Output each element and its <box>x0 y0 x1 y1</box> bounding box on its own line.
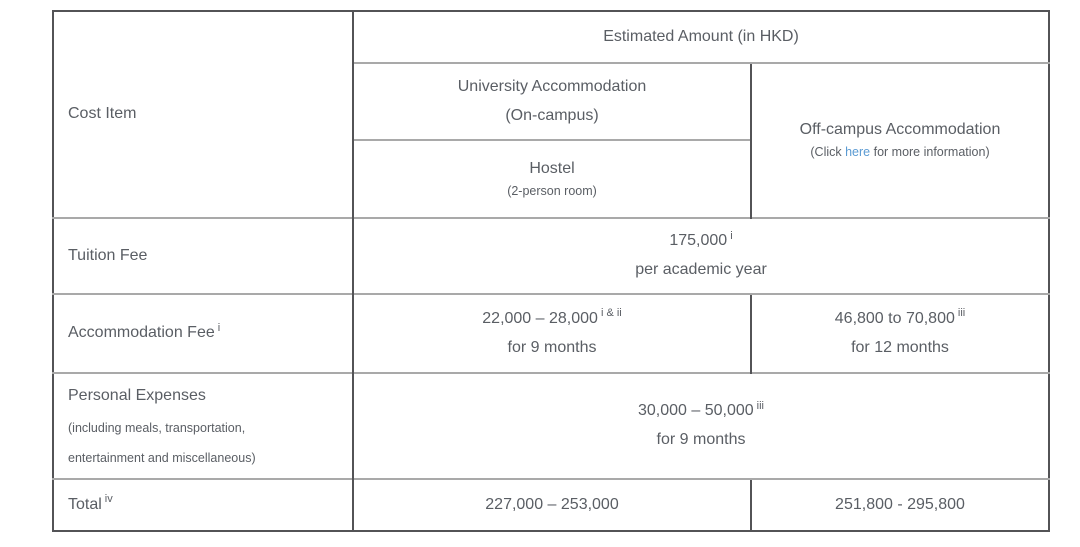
personal-amount-value: 30,000 – 50,000 <box>637 402 754 420</box>
personal-amount-sup: iii <box>756 399 764 412</box>
cell-accommodation-oncampus <box>353 294 751 373</box>
accommodation-offcampus-value: 46,800 to 70,800 <box>834 309 955 327</box>
header-offcampus-accommodation <box>751 63 1049 218</box>
university-accommodation-line2: (On-campus) <box>505 106 599 124</box>
accommodation-fee-label-sup: i <box>217 321 221 334</box>
accommodation-offcampus-period: for 12 months <box>851 338 949 356</box>
hostel-line2: (2-person room) <box>507 183 597 198</box>
cost-item-label: Cost Item <box>68 105 137 123</box>
university-accommodation-line1: University Accommodation <box>457 77 647 95</box>
offcampus-here-link[interactable]: here <box>845 145 871 160</box>
offcampus-note-post: for more information) <box>870 145 990 160</box>
tuition-amount-value: 175,000 <box>669 232 728 250</box>
cost-estimate-table <box>52 10 1050 532</box>
accommodation-offcampus-sup: iii <box>957 307 966 320</box>
cell-tuition-amount <box>353 218 1049 294</box>
total-oncampus-value: 227,000 – 253,000 <box>485 495 619 513</box>
personal-amount <box>360 397 1042 426</box>
row-label-personal-expenses <box>53 373 353 479</box>
header-hostel <box>353 140 751 218</box>
cell-total-oncampus <box>353 479 751 531</box>
accommodation-offcampus-amount <box>758 305 1042 334</box>
total-label-sup: iv <box>104 493 113 506</box>
total-label: Total <box>68 495 102 513</box>
hostel-line1: Hostel <box>529 159 575 177</box>
accommodation-oncampus-sup: i & ii <box>600 307 622 320</box>
personal-expenses-note1: (including meals, transportation, <box>68 421 246 436</box>
cell-total-offcampus <box>751 479 1049 531</box>
personal-expenses-note2: entertainment and miscellaneous) <box>68 451 256 466</box>
accommodation-oncampus-value: 22,000 – 28,000 <box>482 309 598 327</box>
offcampus-note <box>758 143 1042 162</box>
estimated-amount-label: Estimated Amount (in HKD) <box>603 27 799 45</box>
row-label-accommodation-fee <box>53 294 353 373</box>
header-cost-item <box>53 11 353 218</box>
tuition-fee-label: Tuition Fee <box>68 246 148 264</box>
tuition-amount-sup: i <box>730 229 733 242</box>
personal-period: for 9 months <box>656 431 746 448</box>
header-university-accommodation <box>353 63 751 140</box>
row-label-total <box>53 479 353 531</box>
accommodation-oncampus-period: for 9 months <box>507 338 597 356</box>
offcampus-note-pre: (Click <box>810 145 846 160</box>
personal-expenses-label: Personal Expenses <box>68 386 206 404</box>
tuition-amount <box>360 227 1042 256</box>
offcampus-title: Off-campus Accommodation <box>799 121 1001 139</box>
cell-accommodation-offcampus <box>751 294 1049 373</box>
accommodation-fee-label: Accommodation Fee <box>68 324 215 342</box>
header-estimated-amount <box>353 11 1049 63</box>
tuition-period: per academic year <box>635 261 767 278</box>
cost-estimate-table-wrap <box>52 10 1050 532</box>
row-label-tuition-fee <box>53 218 353 294</box>
accommodation-oncampus-amount <box>360 305 744 334</box>
cell-personal-amount <box>353 373 1049 479</box>
total-offcampus-value: 251,800 - 295,800 <box>835 495 965 513</box>
